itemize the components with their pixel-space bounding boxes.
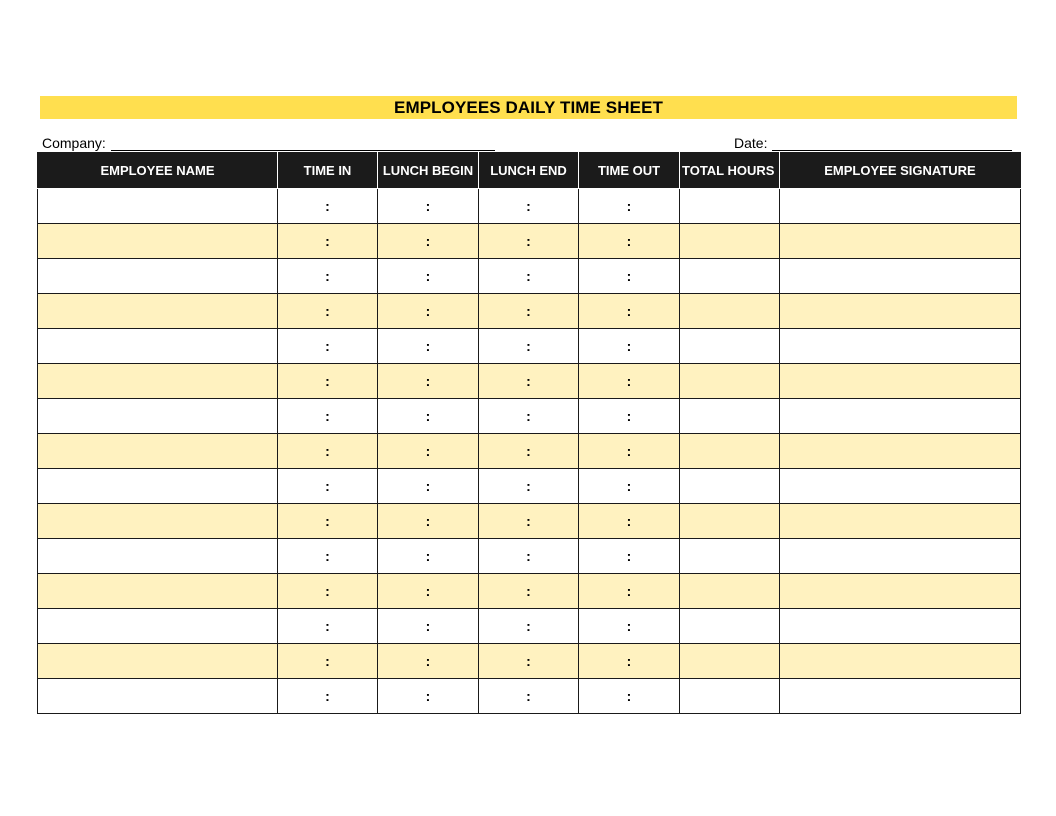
time-separator: :: [425, 408, 431, 424]
table-row: [38, 539, 1021, 574]
time-separator: :: [526, 303, 531, 319]
lunch-begin-cell[interactable]: [378, 539, 479, 574]
table-row: [38, 364, 1021, 399]
total-hours-cell[interactable]: [680, 224, 780, 259]
signature-cell[interactable]: [780, 539, 1021, 574]
time-separator: :: [325, 548, 330, 564]
time-separator: :: [325, 268, 330, 284]
total-hours-cell[interactable]: [680, 469, 780, 504]
time-separator: :: [626, 198, 632, 214]
time-separator: :: [325, 373, 330, 389]
time-separator: :: [325, 688, 330, 704]
time-separator: :: [425, 548, 431, 564]
lunch-begin-cell[interactable]: [378, 434, 479, 469]
time-out-cell[interactable]: [579, 329, 680, 364]
total-hours-cell[interactable]: [680, 294, 780, 329]
time-separator: :: [526, 583, 531, 599]
lunch-begin-cell[interactable]: [378, 399, 479, 434]
name-cell[interactable]: [38, 574, 278, 609]
time-separator: :: [526, 443, 531, 459]
signature-cell[interactable]: [780, 679, 1021, 714]
company-field: [42, 133, 495, 151]
time-separator: :: [526, 618, 531, 634]
time-separator: :: [425, 688, 431, 704]
signature-cell[interactable]: [780, 609, 1021, 644]
table-row: [38, 329, 1021, 364]
lunch-begin-cell[interactable]: [378, 609, 479, 644]
lunch-end-cell[interactable]: [479, 364, 579, 399]
name-cell[interactable]: [38, 539, 278, 574]
time-separator: :: [425, 198, 431, 214]
time-separator: :: [325, 478, 330, 494]
time-in-cell[interactable]: [278, 469, 378, 504]
time-separator: :: [626, 548, 632, 564]
total-hours-cell[interactable]: [680, 504, 780, 539]
total-hours-cell[interactable]: [680, 644, 780, 679]
time-separator: :: [425, 373, 431, 389]
signature-cell[interactable]: [780, 329, 1021, 364]
name-cell[interactable]: [38, 469, 278, 504]
time-separator: :: [526, 688, 531, 704]
table-row: [38, 469, 1021, 504]
time-separator: :: [325, 408, 330, 424]
time-separator: :: [526, 198, 531, 214]
time-in-cell[interactable]: [278, 609, 378, 644]
lunch-end-cell[interactable]: [479, 189, 579, 224]
time-separator: :: [325, 338, 330, 354]
time-out-cell[interactable]: [579, 434, 680, 469]
lunch-begin-cell[interactable]: [378, 329, 479, 364]
signature-cell[interactable]: [780, 434, 1021, 469]
table-row: [38, 504, 1021, 539]
lunch-begin-cell[interactable]: [378, 504, 479, 539]
signature-cell[interactable]: [780, 469, 1021, 504]
time-out-cell[interactable]: [579, 259, 680, 294]
total-hours-cell[interactable]: [680, 259, 780, 294]
total-hours-cell[interactable]: [680, 364, 780, 399]
name-cell[interactable]: [38, 609, 278, 644]
total-hours-cell[interactable]: [680, 399, 780, 434]
time-separator: :: [626, 618, 632, 634]
time-separator: :: [626, 338, 632, 354]
time-separator: :: [626, 408, 632, 424]
lunch-end-cell[interactable]: [479, 574, 579, 609]
time-separator: :: [325, 618, 330, 634]
time-separator: :: [325, 653, 330, 669]
time-in-cell[interactable]: [278, 679, 378, 714]
time-in-cell[interactable]: [278, 189, 378, 224]
header-lunch-begin: LUNCH BEGIN: [378, 153, 479, 189]
header-lunch-end: LUNCH END: [479, 153, 579, 189]
lunch-end-cell[interactable]: [479, 504, 579, 539]
date-field: [734, 133, 1012, 151]
total-hours-cell[interactable]: [680, 329, 780, 364]
time-separator: :: [425, 653, 431, 669]
time-in-cell[interactable]: [278, 644, 378, 679]
lunch-begin-cell[interactable]: [378, 189, 479, 224]
signature-cell[interactable]: [780, 644, 1021, 679]
time-separator: :: [425, 513, 431, 529]
time-out-cell[interactable]: [579, 679, 680, 714]
time-separator: :: [425, 583, 431, 599]
table-row: [38, 644, 1021, 679]
time-in-cell[interactable]: [278, 259, 378, 294]
name-cell[interactable]: [38, 224, 278, 259]
header-time-in: TIME IN: [278, 153, 378, 189]
time-separator: :: [626, 303, 632, 319]
header-total-hours: TOTAL HOURS: [680, 153, 780, 189]
table-row: [38, 609, 1021, 644]
name-cell[interactable]: [38, 259, 278, 294]
total-hours-cell[interactable]: [680, 609, 780, 644]
lunch-end-cell[interactable]: [479, 399, 579, 434]
header-time-out: TIME OUT: [579, 153, 680, 189]
lunch-begin-cell[interactable]: [378, 679, 479, 714]
name-cell[interactable]: [38, 189, 278, 224]
lunch-end-cell[interactable]: [479, 609, 579, 644]
table-body: [38, 189, 1021, 714]
time-separator: :: [325, 583, 330, 599]
name-cell[interactable]: [38, 329, 278, 364]
lunch-begin-cell[interactable]: [378, 259, 479, 294]
header-employee-name: EMPLOYEE NAME: [38, 153, 278, 189]
time-separator: :: [626, 373, 632, 389]
time-out-cell[interactable]: [579, 399, 680, 434]
time-out-cell[interactable]: [579, 224, 680, 259]
lunch-begin-cell[interactable]: [378, 644, 479, 679]
header-employee-signature: EMPLOYEE SIGNATURE: [780, 153, 1021, 189]
company-blank-line[interactable]: [111, 137, 495, 151]
time-separator: :: [626, 513, 632, 529]
name-cell[interactable]: [38, 294, 278, 329]
time-separator: :: [325, 513, 330, 529]
time-separator: :: [626, 653, 632, 669]
table-row: [38, 679, 1021, 714]
date-label: Date:: [734, 135, 768, 151]
name-cell[interactable]: [38, 364, 278, 399]
page-title: EMPLOYEES DAILY TIME SHEET: [394, 97, 663, 117]
time-separator: :: [425, 618, 431, 634]
table-row: [38, 399, 1021, 434]
name-cell[interactable]: [38, 644, 278, 679]
time-in-cell[interactable]: [278, 574, 378, 609]
time-separator: :: [626, 478, 632, 494]
time-in-cell[interactable]: [278, 364, 378, 399]
total-hours-cell[interactable]: [680, 679, 780, 714]
table-row: [38, 259, 1021, 294]
time-out-cell[interactable]: [579, 609, 680, 644]
time-separator: :: [526, 338, 531, 354]
time-in-cell[interactable]: [278, 539, 378, 574]
time-in-cell[interactable]: [278, 434, 378, 469]
lunch-end-cell[interactable]: [479, 259, 579, 294]
time-separator: :: [626, 443, 632, 459]
time-in-cell[interactable]: [278, 399, 378, 434]
lunch-end-cell[interactable]: [479, 294, 579, 329]
time-separator: :: [425, 303, 431, 319]
time-separator: :: [526, 233, 531, 249]
time-separator: :: [526, 548, 531, 564]
time-out-cell[interactable]: [579, 504, 680, 539]
name-cell[interactable]: [38, 504, 278, 539]
time-separator: :: [325, 303, 330, 319]
time-in-cell[interactable]: [278, 504, 378, 539]
time-separator: :: [526, 478, 531, 494]
signature-cell[interactable]: [780, 224, 1021, 259]
lunch-begin-cell[interactable]: [378, 224, 479, 259]
lunch-end-cell[interactable]: [479, 224, 579, 259]
lunch-end-cell[interactable]: [479, 434, 579, 469]
signature-cell[interactable]: [780, 574, 1021, 609]
time-separator: :: [325, 233, 330, 249]
time-out-cell[interactable]: [579, 294, 680, 329]
lunch-end-cell[interactable]: [479, 469, 579, 504]
signature-cell[interactable]: [780, 189, 1021, 224]
time-separator: :: [526, 408, 531, 424]
time-in-cell[interactable]: [278, 294, 378, 329]
time-separator: :: [526, 373, 531, 389]
time-in-cell[interactable]: [278, 224, 378, 259]
time-out-cell[interactable]: [579, 189, 680, 224]
time-separator: :: [425, 233, 431, 249]
time-separator: :: [425, 268, 431, 284]
lunch-begin-cell[interactable]: [378, 574, 479, 609]
table-row: [38, 294, 1021, 329]
time-separator: :: [526, 653, 531, 669]
time-separator: :: [325, 443, 330, 459]
time-in-cell[interactable]: [278, 329, 378, 364]
lunch-end-cell[interactable]: [479, 329, 579, 364]
time-out-cell[interactable]: [579, 469, 680, 504]
total-hours-cell[interactable]: [680, 574, 780, 609]
time-sheet-table: [37, 152, 1021, 714]
signature-cell[interactable]: [780, 294, 1021, 329]
time-separator: :: [526, 513, 531, 529]
table-row: [38, 434, 1021, 469]
lunch-begin-cell[interactable]: [378, 469, 479, 504]
signature-cell[interactable]: [780, 259, 1021, 294]
lunch-end-cell[interactable]: [479, 539, 579, 574]
name-cell[interactable]: [38, 399, 278, 434]
time-separator: :: [425, 338, 431, 354]
table-row: [38, 574, 1021, 609]
time-out-cell[interactable]: [579, 644, 680, 679]
time-separator: :: [425, 443, 431, 459]
lunch-end-cell[interactable]: [479, 644, 579, 679]
time-separator: :: [325, 198, 330, 214]
time-out-cell[interactable]: [579, 539, 680, 574]
total-hours-cell[interactable]: [680, 434, 780, 469]
table-row: [38, 224, 1021, 259]
name-cell[interactable]: [38, 434, 278, 469]
time-separator: :: [425, 478, 431, 494]
table-row: [38, 189, 1021, 224]
name-cell[interactable]: [38, 679, 278, 714]
title-bar: [40, 96, 1017, 119]
time-separator: :: [626, 268, 632, 284]
lunch-begin-cell[interactable]: [378, 294, 479, 329]
time-separator: :: [626, 583, 632, 599]
time-separator: :: [526, 268, 531, 284]
header-row: [38, 153, 1021, 189]
lunch-end-cell[interactable]: [479, 679, 579, 714]
time-separator: :: [626, 688, 632, 704]
time-out-cell[interactable]: [579, 364, 680, 399]
company-label: Company:: [42, 135, 106, 151]
total-hours-cell[interactable]: [680, 539, 780, 574]
signature-cell[interactable]: [780, 364, 1021, 399]
lunch-begin-cell[interactable]: [378, 364, 479, 399]
time-separator: :: [626, 233, 632, 249]
total-hours-cell[interactable]: [680, 189, 780, 224]
time-out-cell[interactable]: [579, 574, 680, 609]
signature-cell[interactable]: [780, 399, 1021, 434]
signature-cell[interactable]: [780, 504, 1021, 539]
date-blank-line[interactable]: [772, 137, 1012, 151]
